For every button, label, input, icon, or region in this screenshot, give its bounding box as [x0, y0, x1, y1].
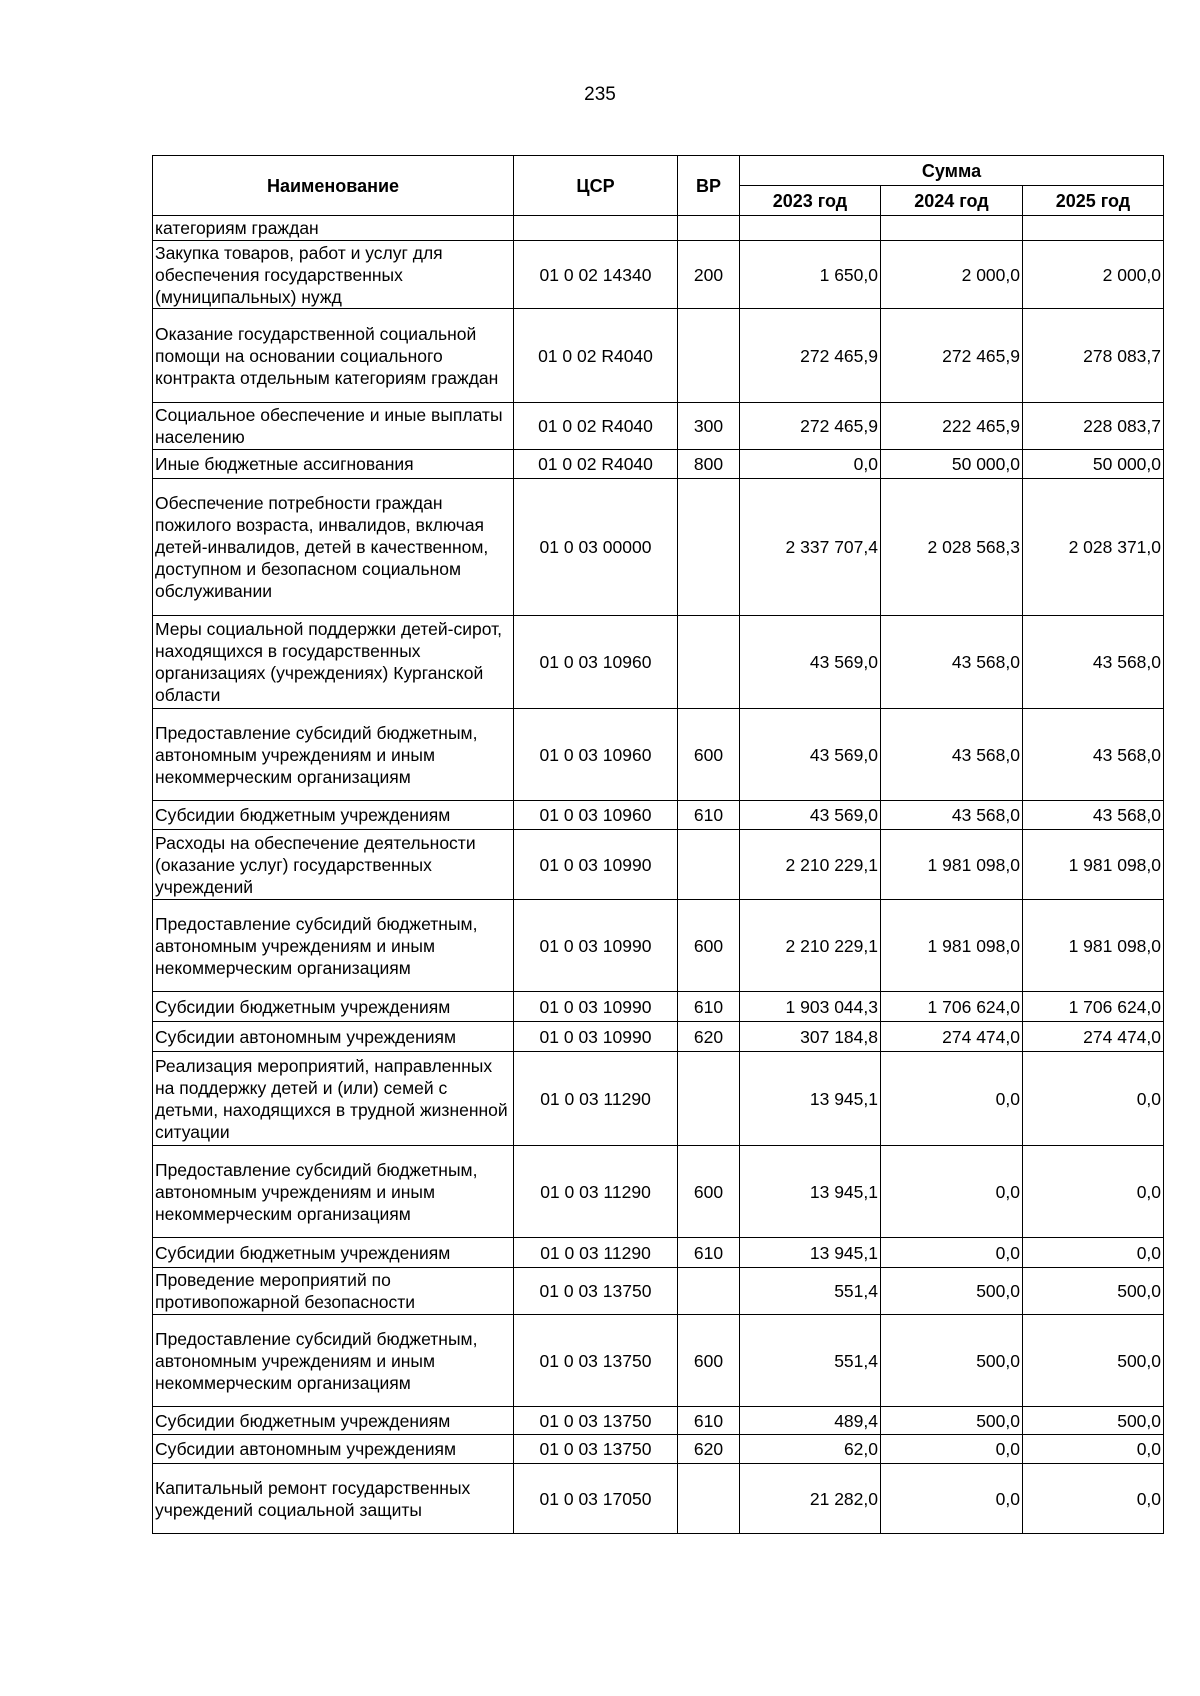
table-row	[153, 1315, 1164, 1407]
row-amount-2023: 489,4	[740, 1407, 881, 1435]
row-amount-2024: 50 000,0	[881, 450, 1023, 479]
row-vr-code: 610	[678, 992, 740, 1022]
header-sum: Сумма	[740, 156, 1164, 186]
row-vr-code: 600	[678, 709, 740, 801]
row-csr-code: 01 0 03 10990	[514, 992, 678, 1022]
row-amount-2025: 2 028 371,0	[1023, 479, 1164, 616]
header-year-2025: 2025 год	[1023, 186, 1164, 216]
row-csr-code: 01 0 02 R4040	[514, 403, 678, 450]
row-vr-code: 800	[678, 450, 740, 479]
row-amount-2024: 272 465,9	[881, 309, 1023, 403]
row-vr-code	[678, 216, 740, 241]
table-row	[153, 1238, 1164, 1268]
row-name: Субсидии автономным учреждениям	[153, 1022, 514, 1052]
row-amount-2024: 43 568,0	[881, 616, 1023, 709]
row-csr-code: 01 0 03 10960	[514, 709, 678, 801]
row-amount-2023: 13 945,1	[740, 1052, 881, 1146]
row-amount-2024: 1 981 098,0	[881, 830, 1023, 900]
row-csr-code: 01 0 03 13750	[514, 1435, 678, 1464]
table-row	[153, 1052, 1164, 1146]
row-amount-2023: 43 569,0	[740, 801, 881, 830]
row-vr-code	[678, 1464, 740, 1534]
row-csr-code: 01 0 03 13750	[514, 1315, 678, 1407]
row-amount-2024: 2 028 568,3	[881, 479, 1023, 616]
row-name: Оказание государственной социальной помощи на основании социального контракта отдельным категориям граждан	[153, 309, 514, 403]
row-csr-code: 01 0 03 10990	[514, 1022, 678, 1052]
header-year-2023: 2023 год	[740, 186, 881, 216]
table-row	[153, 216, 1164, 241]
row-csr-code: 01 0 03 10960	[514, 616, 678, 709]
row-name: Субсидии бюджетным учреждениям	[153, 1238, 514, 1268]
row-amount-2023: 1 650,0	[740, 241, 881, 309]
table-row	[153, 479, 1164, 616]
row-name: Обеспечение потребности граждан пожилого возраста, инвалидов, включая детей-инвалидов, детей в качественном, доступном и безопасном социальном обслуживании	[153, 479, 514, 616]
row-amount-2023: 551,4	[740, 1315, 881, 1407]
row-vr-code	[678, 309, 740, 403]
row-csr-code: 01 0 02 R4040	[514, 450, 678, 479]
row-vr-code: 200	[678, 241, 740, 309]
row-vr-code: 600	[678, 1315, 740, 1407]
row-amount-2023: 2 210 229,1	[740, 900, 881, 992]
table-row	[153, 309, 1164, 403]
table-row	[153, 1146, 1164, 1238]
row-amount-2025: 1 706 624,0	[1023, 992, 1164, 1022]
row-csr-code: 01 0 03 10990	[514, 900, 678, 992]
table-row	[153, 1022, 1164, 1052]
row-amount-2023: 21 282,0	[740, 1464, 881, 1534]
budget-table	[152, 155, 1164, 1534]
table-row	[153, 1464, 1164, 1534]
table-row	[153, 830, 1164, 900]
row-vr-code: 600	[678, 900, 740, 992]
row-name: Субсидии бюджетным учреждениям	[153, 992, 514, 1022]
row-name: Проведение мероприятий по противопожарной безопасности	[153, 1268, 514, 1315]
row-csr-code: 01 0 03 11290	[514, 1146, 678, 1238]
row-amount-2023: 43 569,0	[740, 616, 881, 709]
row-amount-2025: 278 083,7	[1023, 309, 1164, 403]
row-amount-2023: 307 184,8	[740, 1022, 881, 1052]
header-vr: ВР	[678, 156, 740, 216]
row-vr-code: 610	[678, 1238, 740, 1268]
row-name: Реализация мероприятий, направленных на поддержку детей и (или) семей с детьми, находящихся в трудной жизненной ситуации	[153, 1052, 514, 1146]
row-name: Субсидии бюджетным учреждениям	[153, 801, 514, 830]
table-row	[153, 1407, 1164, 1435]
row-amount-2025: 1 981 098,0	[1023, 900, 1164, 992]
page-number: 235	[584, 84, 616, 105]
row-amount-2025: 500,0	[1023, 1268, 1164, 1315]
row-vr-code	[678, 1052, 740, 1146]
row-vr-code	[678, 830, 740, 900]
row-amount-2023: 272 465,9	[740, 403, 881, 450]
row-csr-code: 01 0 03 17050	[514, 1464, 678, 1534]
row-vr-code: 620	[678, 1022, 740, 1052]
row-csr-code: 01 0 03 10990	[514, 830, 678, 900]
row-vr-code: 600	[678, 1146, 740, 1238]
row-amount-2025: 0,0	[1023, 1146, 1164, 1238]
row-name: Предоставление субсидий бюджетным, автономным учреждениям и иным некоммерческим организациям	[153, 1315, 514, 1407]
row-csr-code: 01 0 03 13750	[514, 1407, 678, 1435]
row-amount-2025: 0,0	[1023, 1435, 1164, 1464]
row-name: Закупка товаров, работ и услуг для обеспечения государственных (муниципальных) нужд	[153, 241, 514, 309]
row-amount-2023: 2 210 229,1	[740, 830, 881, 900]
row-vr-code: 620	[678, 1435, 740, 1464]
row-amount-2025: 43 568,0	[1023, 709, 1164, 801]
table-row	[153, 992, 1164, 1022]
row-amount-2025: 274 474,0	[1023, 1022, 1164, 1052]
table-row	[153, 900, 1164, 992]
row-amount-2024: 0,0	[881, 1435, 1023, 1464]
row-amount-2025: 43 568,0	[1023, 616, 1164, 709]
row-amount-2025: 0,0	[1023, 1464, 1164, 1534]
row-vr-code: 610	[678, 1407, 740, 1435]
table-row	[153, 1268, 1164, 1315]
row-vr-code	[678, 616, 740, 709]
row-amount-2024: 0,0	[881, 1238, 1023, 1268]
row-name: Расходы на обеспечение деятельности (оказание услуг) государственных учреждений	[153, 830, 514, 900]
table-row	[153, 801, 1164, 830]
row-amount-2023: 13 945,1	[740, 1146, 881, 1238]
row-vr-code	[678, 479, 740, 616]
row-amount-2025: 43 568,0	[1023, 801, 1164, 830]
row-amount-2024: 0,0	[881, 1052, 1023, 1146]
row-name: Предоставление субсидий бюджетным, автономным учреждениям и иным некоммерческим организациям	[153, 900, 514, 992]
row-amount-2025: 0,0	[1023, 1238, 1164, 1268]
header-year-2024: 2024 год	[881, 186, 1023, 216]
row-amount-2024: 0,0	[881, 1464, 1023, 1534]
row-vr-code: 300	[678, 403, 740, 450]
row-amount-2023: 2 337 707,4	[740, 479, 881, 616]
row-amount-2024: 274 474,0	[881, 1022, 1023, 1052]
row-vr-code	[678, 1268, 740, 1315]
row-amount-2024	[881, 216, 1023, 241]
row-vr-code: 610	[678, 801, 740, 830]
row-name: Предоставление субсидий бюджетным, автономным учреждениям и иным некоммерческим организациям	[153, 709, 514, 801]
row-name: Субсидии бюджетным учреждениям	[153, 1407, 514, 1435]
row-amount-2024: 43 568,0	[881, 801, 1023, 830]
table-row	[153, 709, 1164, 801]
table-row	[153, 403, 1164, 450]
row-amount-2024: 500,0	[881, 1315, 1023, 1407]
row-amount-2025: 500,0	[1023, 1315, 1164, 1407]
row-amount-2025: 2 000,0	[1023, 241, 1164, 309]
row-amount-2023: 551,4	[740, 1268, 881, 1315]
row-csr-code: 01 0 03 13750	[514, 1268, 678, 1315]
row-amount-2024: 500,0	[881, 1268, 1023, 1315]
row-name: категориям граждан	[153, 216, 514, 241]
row-csr-code: 01 0 03 00000	[514, 479, 678, 616]
header-csr: ЦСР	[514, 156, 678, 216]
row-amount-2023: 272 465,9	[740, 309, 881, 403]
row-amount-2024: 0,0	[881, 1146, 1023, 1238]
row-csr-code: 01 0 03 11290	[514, 1238, 678, 1268]
row-amount-2023: 43 569,0	[740, 709, 881, 801]
row-amount-2023: 1 903 044,3	[740, 992, 881, 1022]
row-amount-2025	[1023, 216, 1164, 241]
table-row	[153, 450, 1164, 479]
row-amount-2024: 1 981 098,0	[881, 900, 1023, 992]
row-amount-2025: 228 083,7	[1023, 403, 1164, 450]
row-amount-2023: 13 945,1	[740, 1238, 881, 1268]
row-amount-2024: 222 465,9	[881, 403, 1023, 450]
row-csr-code: 01 0 03 11290	[514, 1052, 678, 1146]
row-csr-code: 01 0 02 14340	[514, 241, 678, 309]
row-amount-2023: 62,0	[740, 1435, 881, 1464]
row-name: Социальное обеспечение и иные выплаты населению	[153, 403, 514, 450]
row-amount-2025: 1 981 098,0	[1023, 830, 1164, 900]
row-name: Меры социальной поддержки детей-сирот, находящихся в государственных организациях (учреждениях) Курганской области	[153, 616, 514, 709]
row-name: Иные бюджетные ассигнования	[153, 450, 514, 479]
table-row	[153, 241, 1164, 309]
row-amount-2024: 500,0	[881, 1407, 1023, 1435]
row-amount-2023	[740, 216, 881, 241]
row-csr-code: 01 0 02 R4040	[514, 309, 678, 403]
row-amount-2024: 1 706 624,0	[881, 992, 1023, 1022]
row-csr-code: 01 0 03 10960	[514, 801, 678, 830]
row-amount-2024: 43 568,0	[881, 709, 1023, 801]
row-csr-code	[514, 216, 678, 241]
table-row	[153, 1435, 1164, 1464]
row-amount-2025: 500,0	[1023, 1407, 1164, 1435]
table-body	[153, 216, 1164, 1534]
row-amount-2025: 0,0	[1023, 1052, 1164, 1146]
row-name: Предоставление субсидий бюджетным, автономным учреждениям и иным некоммерческим организациям	[153, 1146, 514, 1238]
header-name: Наименование	[153, 156, 514, 216]
row-amount-2025: 50 000,0	[1023, 450, 1164, 479]
row-amount-2023: 0,0	[740, 450, 881, 479]
table-row	[153, 616, 1164, 709]
row-amount-2024: 2 000,0	[881, 241, 1023, 309]
row-name: Капитальный ремонт государственных учреждений социальной защиты	[153, 1464, 514, 1534]
row-name: Субсидии автономным учреждениям	[153, 1435, 514, 1464]
